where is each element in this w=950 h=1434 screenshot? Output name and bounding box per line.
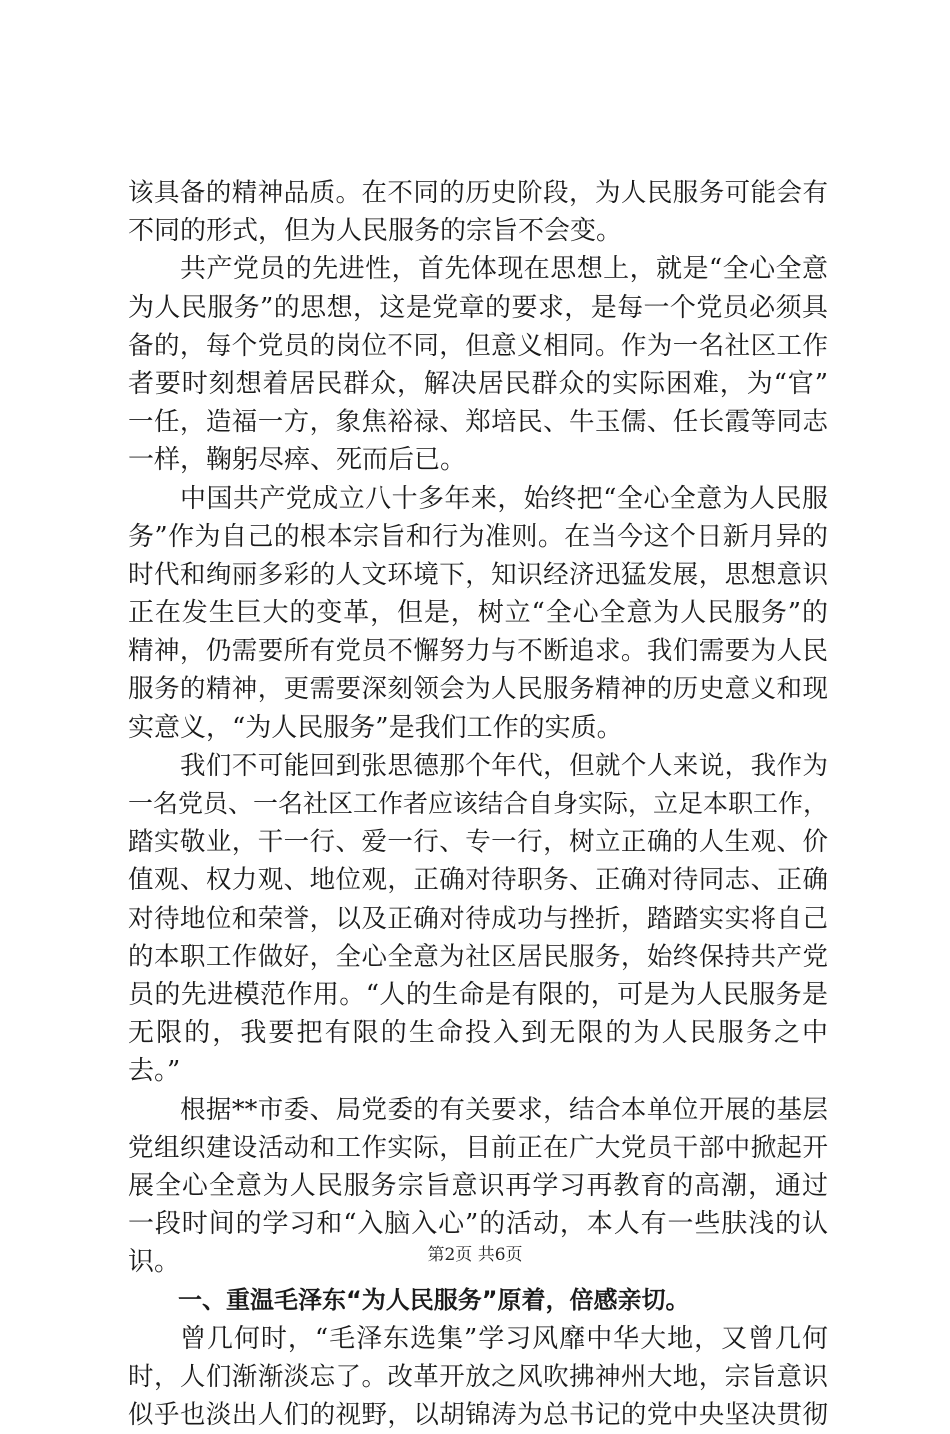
text-line: 值观、权力观、地位观，正确对待职务、正确对待同志、正确 [128,865,828,896]
text-line: 者要时刻想着居民群众，解决居民群众的实际困难，为“官” [128,368,828,399]
section-heading: 一、重温毛泽东“为人民服务”原着，倍感亲切。 [178,1286,690,1315]
text-line: 一任，造福一方，象焦裕禄、郑培民、牛玉儒、任长霞等同志 [128,407,828,438]
paragraph-first-line: 根据**市委、局党委的有关要求，结合本单位开展的基层 [180,1094,828,1125]
text-line: 不同的形式，但为人民服务的宗旨不会变。 [128,216,623,247]
text-line: 服务的精神，更需要深刻领会为人民服务精神的历史意义和现 [128,674,828,705]
text-line: 正在发生巨大的变革，但是，树立“全心全意为人民服务”的 [128,598,828,629]
paragraph-first-line: 曾几何时，“毛泽东选集”学习风靡中华大地，又曾几何 [180,1323,828,1354]
text-line: 似乎也淡出人们的视野，以胡锦涛为总书记的党中央坚决贯彻 [128,1400,828,1430]
text-line: 展全心全意为人民服务宗旨意识再学习再教育的高潮，通过 [128,1170,828,1201]
text-line: 为人民服务”的思想，这是党章的要求，是每一个党员必须具 [128,292,828,323]
text-line: 党组织建设活动和工作实际，目前正在广大党员干部中掀起开 [128,1132,828,1163]
text-line: 一样，鞠躬尽瘁、死而后已。 [128,445,467,476]
paragraph-first-line: 共产党员的先进性，首先体现在思想上，就是“全心全意 [180,254,828,285]
text-line: 该具备的精神品质。在不同的历史阶段，为人民服务可能会有 [128,178,828,208]
text-line: 去。” [128,1056,181,1087]
text-line: 备的，每个党员的岗位不同，但意义相同。作为一名社区工作 [128,330,828,361]
text-line: 对待地位和荣誉，以及正确对待成功与挫折，踏踏实实将自己 [128,903,828,934]
paragraph-first-line: 中国共产党成立八十多年来，始终把“全心全意为人民服 [180,483,828,514]
paragraph-first-line: 我们不可能回到张思德那个年代，但就个人来说，我作为 [180,750,828,781]
page-footer [0,1240,950,1265]
text-line: 识。 [128,1247,181,1278]
text-line: 无限的，我要把有限的生命投入到无限的为人民服务之中 [128,1018,828,1049]
text-line: 踏实敬业，干一行、爱一行、专一行，树立正确的人生观、价 [128,827,828,858]
text-line: 务”作为自己的根本宗旨和行为准则。在当今这个日新月异的 [128,521,828,552]
text-line: 时，人们渐渐淡忘了。改革开放之风吹拂神州大地，宗旨意识 [128,1361,828,1392]
text-line: 实意义，“为人民服务”是我们工作的实质。 [128,712,623,743]
text-line: 精神，仍需要所有党员不懈努力与不断追求。我们需要为人民 [128,636,828,667]
text-line: 一段时间的学习和“入脑入心”的活动，本人有一些肤浅的认 [128,1209,828,1240]
text-line: 时代和绚丽多彩的人文环境下，知识经济迅猛发展，思想意识 [128,559,828,590]
text-line: 员的先进模范作用。“人的生命是有限的，可是为人民服务是 [128,979,828,1010]
page-number-indicator: 第2页 共6页 [427,1245,523,1265]
text-line: 的本职工作做好，全心全意为社区居民服务，始终保持共产党 [128,941,828,972]
text-line: 一名党员、一名社区工作者应该结合自身实际，立足本职工作， [128,789,829,818]
